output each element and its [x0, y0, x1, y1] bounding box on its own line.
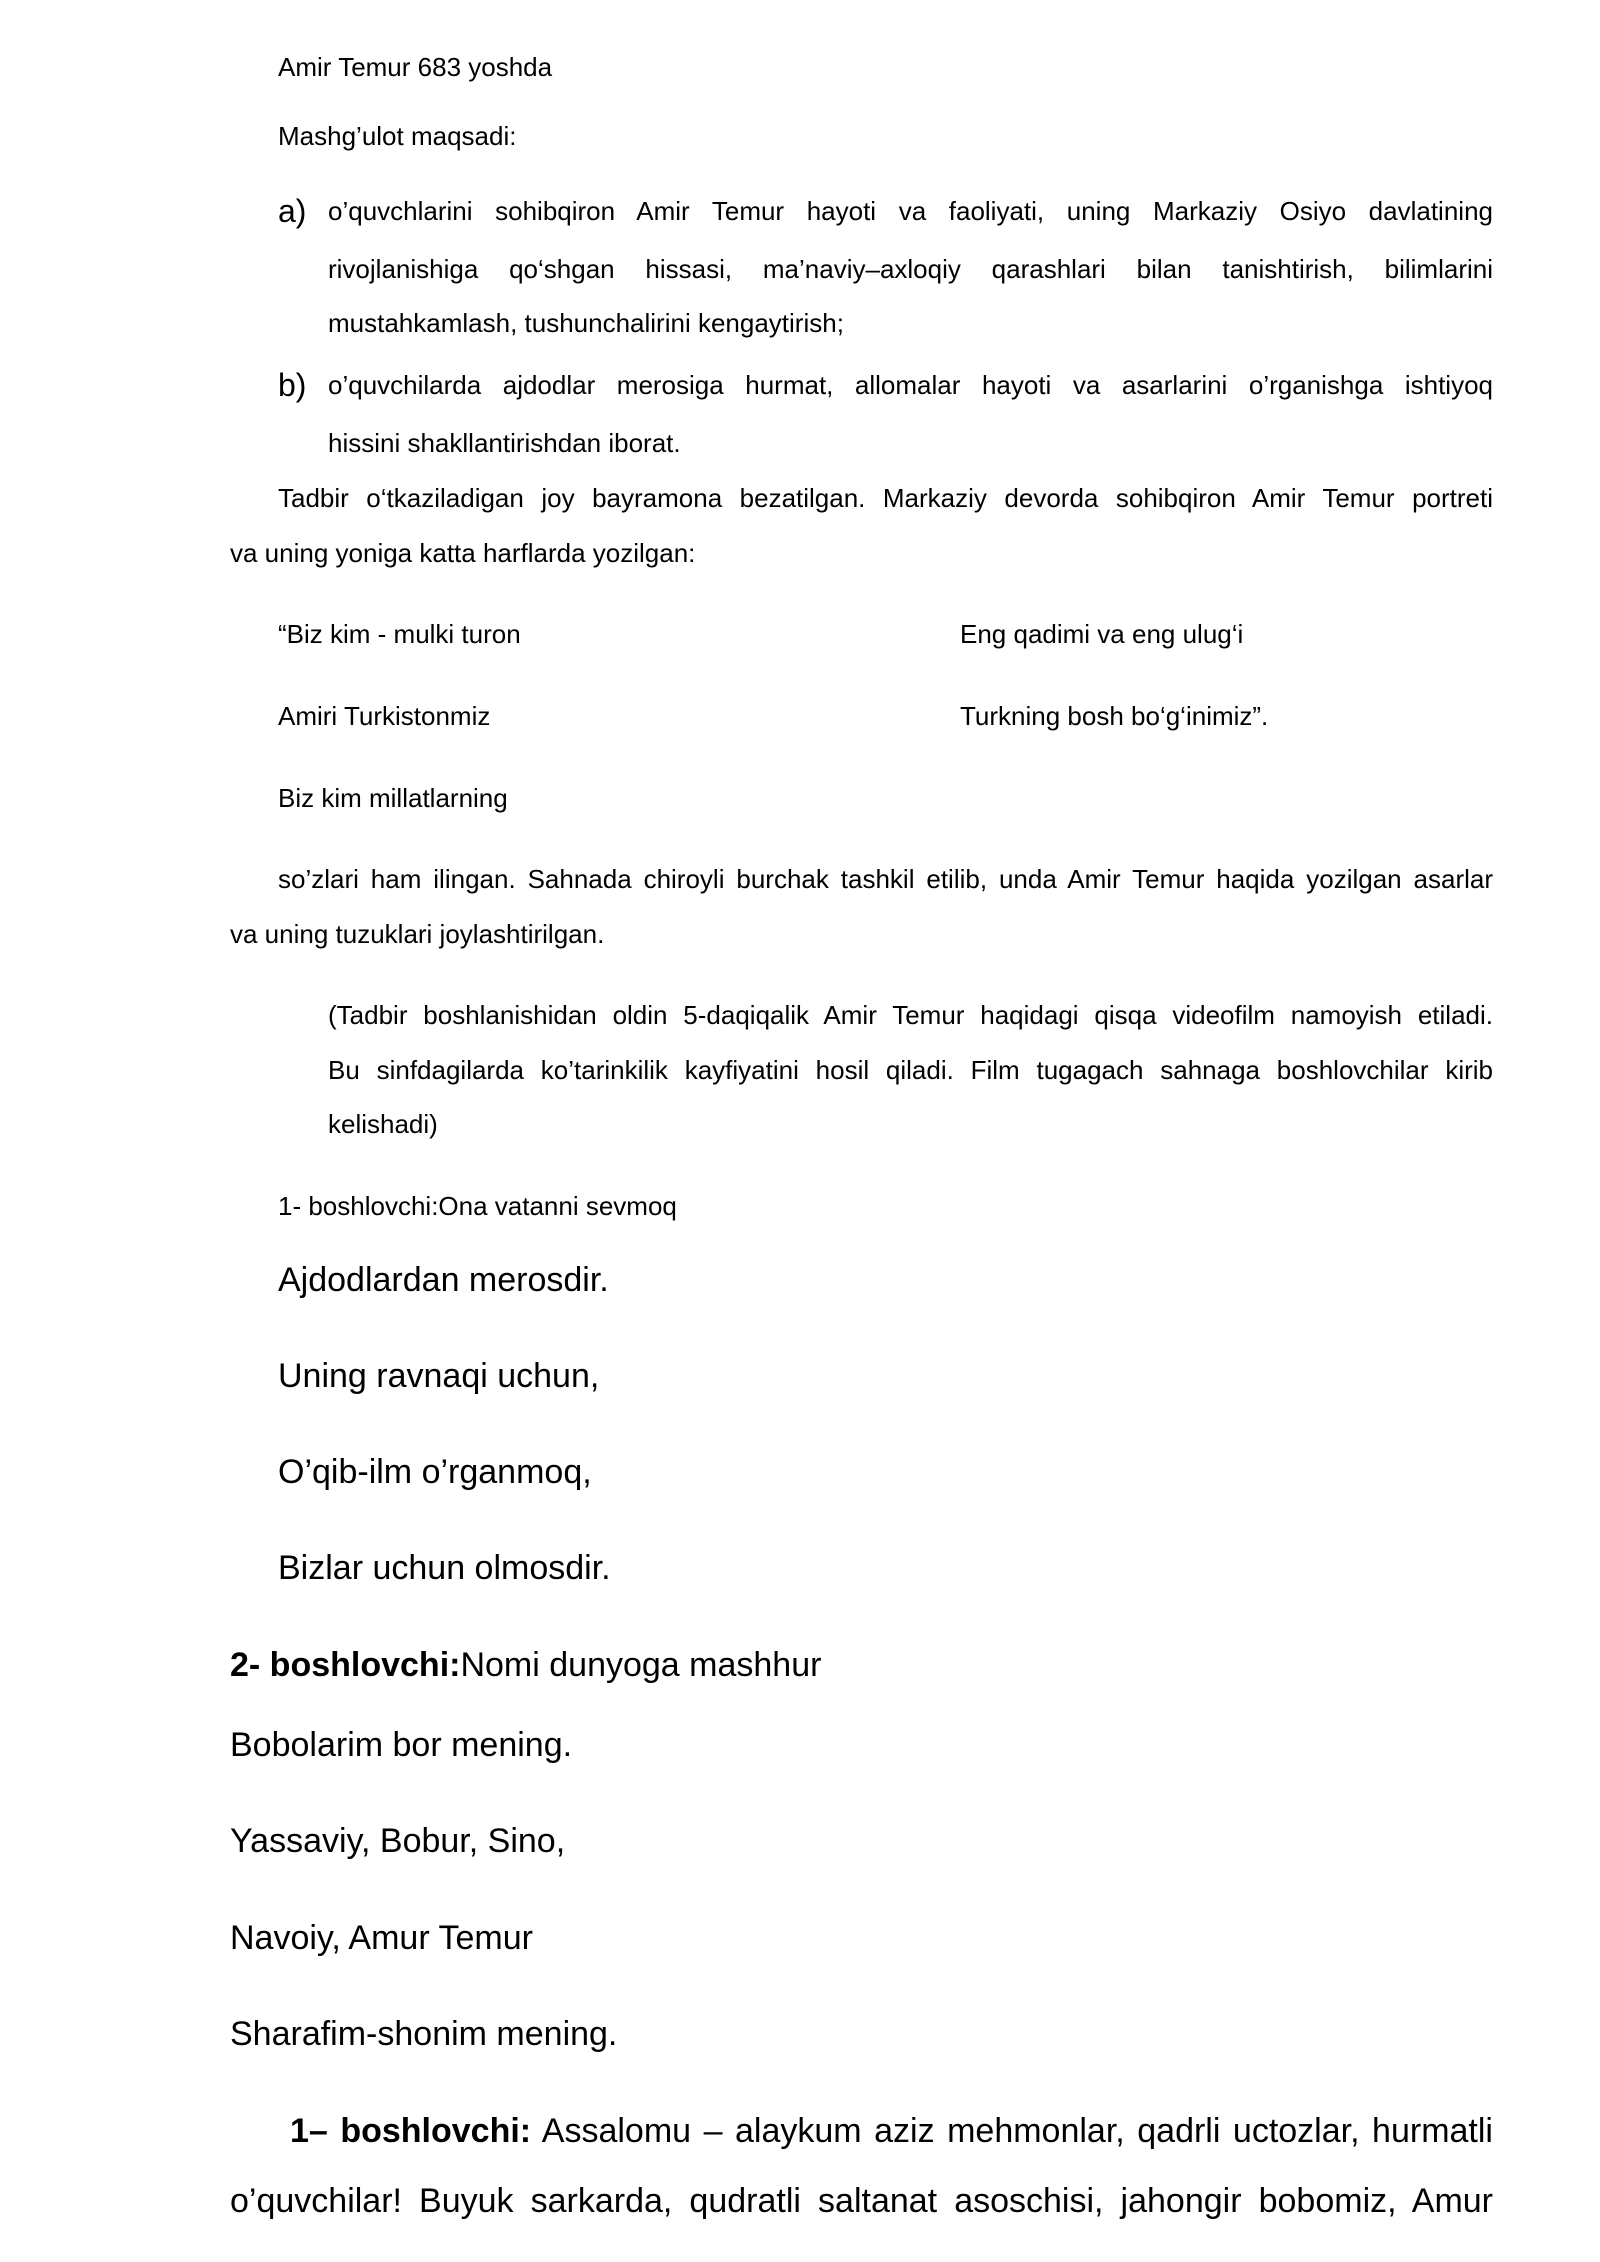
poem-1-line-3: O’qib-ilm o’rganmoq, — [278, 1453, 592, 1491]
quote-left-2: Amiri Turkistonmiz — [278, 701, 491, 731]
poem-2-line-1: Bobolarim bor mening. — [230, 1726, 573, 1764]
final-label: 1– boshlovchi: — [290, 2112, 532, 2150]
list-marker: a) — [278, 193, 307, 229]
setting-line-2: va uning yoniga katta harflarda yozilgan: — [230, 538, 696, 568]
quote-right-1: Eng qadimi va eng ulug‘i — [960, 619, 1244, 649]
poem-2-line-2: Yassaviy, Bobur, Sino, — [230, 1822, 566, 1860]
setting-line-1: Tadbir o‘tkaziladigan joy bayramona bezatilgan. Markaziy devorda sohibqiron Amir Temur portreti — [278, 483, 1493, 513]
final-text-1: Assalomu – alaykum aziz mehmonlar, qadrli uctozlar, hurmatli — [531, 2112, 1493, 2150]
poem-2-line-3: Navoiy, Amur Temur — [230, 1919, 533, 1957]
stage-note-line-1: (Tadbir boshlanishidan oldin 5-daqiqalik Amir Temur haqidagi qisqa videofilm namoyish etiladi. — [328, 1000, 1493, 1030]
list-marker: b) — [278, 367, 307, 403]
presenter-1-line: 1- boshlovchi:Ona vatanni sevmoq — [278, 1191, 677, 1221]
goal-a-line-2: rivojlanishiga qo‘shgan hissasi, ma’naviy–axloqiy qarashlari bilan tanishtirish, bilimlarini — [328, 254, 1493, 284]
goal-a-line-1: o’quvchlarini sohibqiron Amir Temur hayoti va faoliyati, uning Markaziy Osiyo davlatining — [328, 196, 1493, 226]
poem-1-line-1: Ajdodlardan merosdir. — [278, 1261, 609, 1299]
goal-b-line-1: o’quvchilarda ajdodlar merosiga hurmat, allomalar hayoti va asarlarini o’rganishga ishtiyoq — [328, 370, 1493, 400]
stage-note-line-2: Bu sinfdagilarda ko’tarinkilik kayfiyatini hosil qiladi. Film tugagach sahnaga boshlovchilar kirib — [328, 1055, 1493, 1085]
poem-1-line-2: Uning ravnaqi uchun, — [278, 1357, 600, 1395]
document-title: Amir Temur 683 yoshda — [278, 52, 553, 82]
presenter-2-line — [230, 1644, 821, 1686]
goal-a-line-3: mustahkamlash, tushunchalirini kengaytirish; — [328, 308, 844, 338]
goal-b-line-2: hissini shakllantirishdan iborat. — [328, 428, 681, 458]
quote-right-2: Turkning bosh bo‘g‘inimiz”. — [960, 701, 1269, 731]
quote-left-1: “Biz kim - mulki turon — [278, 619, 521, 649]
final-line-1 — [290, 2110, 1493, 2152]
poem-1-line-4: Bizlar uchun olmosdir. — [278, 1549, 611, 1587]
final-line-2: o’quvchilar! Buyuk sarkarda, qudratli saltanat asoschisi, jahongir bobomiz, Amur — [230, 2182, 1493, 2220]
quote-left-3: Biz kim millatlarning — [278, 783, 508, 813]
presenter-2-label: 2- boshlovchi: — [230, 1646, 461, 1684]
poem-2-line-4: Sharafim-shonim mening. — [230, 2015, 618, 2053]
stage-note-line-3: kelishadi) — [328, 1109, 438, 1139]
after-quote-line-2: va uning tuzuklari joylashtirilgan. — [230, 919, 605, 949]
goal-heading: Mashg’ulot maqsadi: — [278, 121, 517, 151]
presenter-2-text: Nomi dunyoga mashhur — [460, 1646, 822, 1684]
after-quote-line-1: so’zlari ham ilingan. Sahnada chiroyli burchak tashkil etilib, unda Amir Temur haqida yozilgan asarlar — [278, 864, 1493, 894]
